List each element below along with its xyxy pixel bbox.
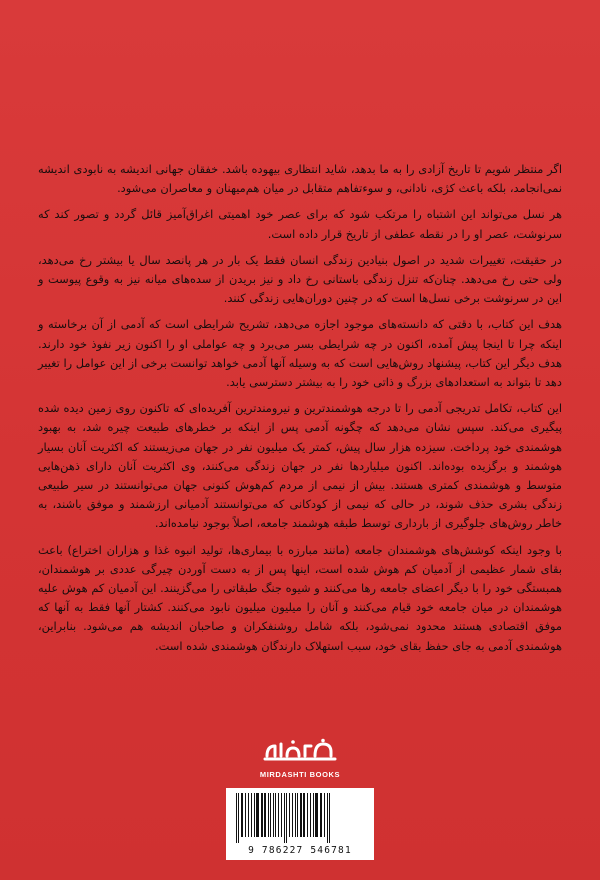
barcode-bar — [256, 793, 259, 837]
barcode-bar — [320, 793, 322, 837]
barcode-bar — [329, 793, 330, 843]
barcode-bar — [315, 793, 318, 837]
barcode-bar — [307, 793, 308, 837]
paragraph-2: هر نسل می‌تواند این اشتباه را مرتکب شود که برای عصر خود اهمیتی اغراق‌آمیز قائل گردد و تصور کند که سرنوشت، عصر او را در نقطه عطفی از تاریخ قرار داده است. — [38, 207, 562, 241]
barcode-bar — [264, 793, 266, 837]
isbn-number: 9 786227 546781 — [248, 845, 352, 856]
barcode-bar — [251, 793, 252, 837]
barcode-bar — [286, 793, 287, 843]
paragraph-5: این کتاب، تکامل تدریجی آدمی را تا درجه هوشمندترین و نیرومندترین آفریده‌ای که تاکنون روی زمین دیده شده پیگیری می‌کند. سپس نشان می‌دهد که چگونه آدمی پس از اینکه بر خطرهای طبیعت چیره شد، به بهبود هوشمندی خود پرداخت. سیزده هزار سال پیش، کمتر یک میلیون نفر در جهان می‌زیستند که اکثریت آنان بسیار هوشمند و برگزیده بوده‌اند. اکنون میلیاردها نفر در جهان زندگی می‌کنند، وی اکثریت آنان دارای ذهن‌هایی متوسط و هوشمندی کمتری هستند. بیش از نیمی از مردم کم‌هوش کنونی جهان می‌توانستند در سیر طبیعی زندگی بشری حذف شوند، در حالی که نیمی از کودکانی که می‌توانستند آدمیانی ارزشمند و موفق باشند، به خاطر روش‌های جلوگیری از بارداری توسط طبقه هوشمند جامعه، اصلاً بوجود نیامده‌اند. — [38, 401, 562, 531]
barcode-bar — [261, 793, 263, 837]
barcode-bar — [300, 793, 302, 837]
publisher-name: MIRDASHTI BOOKS — [259, 770, 341, 779]
barcode-bar — [310, 793, 311, 837]
barcode-bar — [238, 793, 239, 843]
barcode-bars — [234, 793, 366, 843]
barcode-bar — [281, 793, 282, 837]
barcode-bar — [236, 793, 237, 843]
barcode-bar — [295, 793, 296, 837]
barcode-bar — [248, 793, 249, 837]
barcode-bar — [324, 793, 325, 837]
paragraph-3: در حقیقت، تغییرات شدید در اصول بنیادین زندگی انسان فقط یک بار در هر پانصد سال یا بیشتر رخ می‌دهد، ولی حتی رخ می‌دهد. چنان‌که تنزل زندگی باستانی رخ داد و نیز بریدن از سده‌های میانه نیز به وقوع پیوست و این در سرنوشت برخی نسل‌ها است که در چنین دوران‌هایی زندگی کنند. — [38, 252, 562, 306]
barcode-bar — [292, 793, 293, 837]
paragraph-6: با وجود اینکه کوشش‌های هوشمندان جامعه (مانند مبارزه با بیماری‌ها، تولید انبوه غذا و هزاران اختراع) باعث بقای شمار عظیمی از آدمیان کم هوش شده است، اینها پس از به دست آوردن چیرگی عددی بر هوشمندان، همبستگی خود را با دیگر اعضای جامعه رها می‌کنند و شیوه جنگ طبقاتی را می‌گزینند. این آدمیان کم هوش علیه هوشمندان در میان جامعه خود قیام می‌کنند و آنان را میلیون میلیون نابود می‌کنند. کشتار آنها فقط به آنها که موفق اقتصادی هستند محدود نمی‌شود، بلکه شامل روشنفکران و صاحبان اندیشه هم می‌شود. بنابراین، هوشمندی آدمی به جای حفظ بقای خود، سبب استهلاک دارندگان هوشمندی شده است. — [38, 542, 562, 653]
barcode-bar — [268, 793, 269, 837]
barcode-bar — [254, 793, 255, 837]
barcode — [226, 788, 374, 860]
barcode-bar — [241, 793, 243, 837]
barcode-bar — [313, 793, 314, 837]
barcode-bar — [270, 793, 271, 837]
barcode-bar — [245, 793, 246, 837]
barcode-bar — [297, 793, 298, 837]
barcode-bar — [289, 793, 290, 837]
blurb-text — [38, 160, 562, 663]
barcode-bar — [303, 793, 305, 837]
publisher-logo — [232, 738, 368, 779]
barcode-bar — [284, 793, 285, 843]
barcode-bar — [275, 793, 276, 837]
paragraph-1: اگر منتظر شویم تا تاریخ آزادی را به ما بدهد، شاید انتظاری بیهوده باشد. خفقان جهانی اندیشه به نابودی اندیشه نمی‌انجامد، بلکه باعث کژی، نادانی، و سوءتفاهم متقابل در میان هم‌میهنان و معاصران می‌شود. — [38, 162, 562, 196]
barcode-bar — [278, 793, 279, 837]
publisher-logo-icon — [261, 738, 339, 764]
barcode-bar — [327, 793, 328, 843]
barcode-bar — [273, 793, 274, 837]
paragraph-4: هدف این کتاب، با دقتی که دانسته‌های موجود اجازه می‌دهد، تشریح شرایطی است که آدمی از آن برخاسته و اینکه چرا تا اینجا پیش آمده، اکنون در چه شرایطی بسر می‌برد و چه عواملی او را اکنون زیر نفوذ خود دارند. هدف دیگر این کتاب، پیشنهاد روش‌هایی است که به وسیله آنها آدمی خواهد توانست برخی از این عوامل را تغییر دهد تا بتواند به استعدادهای بزرگ و ذاتی خود را به بیشتر دسترسی یابد. — [38, 317, 562, 390]
